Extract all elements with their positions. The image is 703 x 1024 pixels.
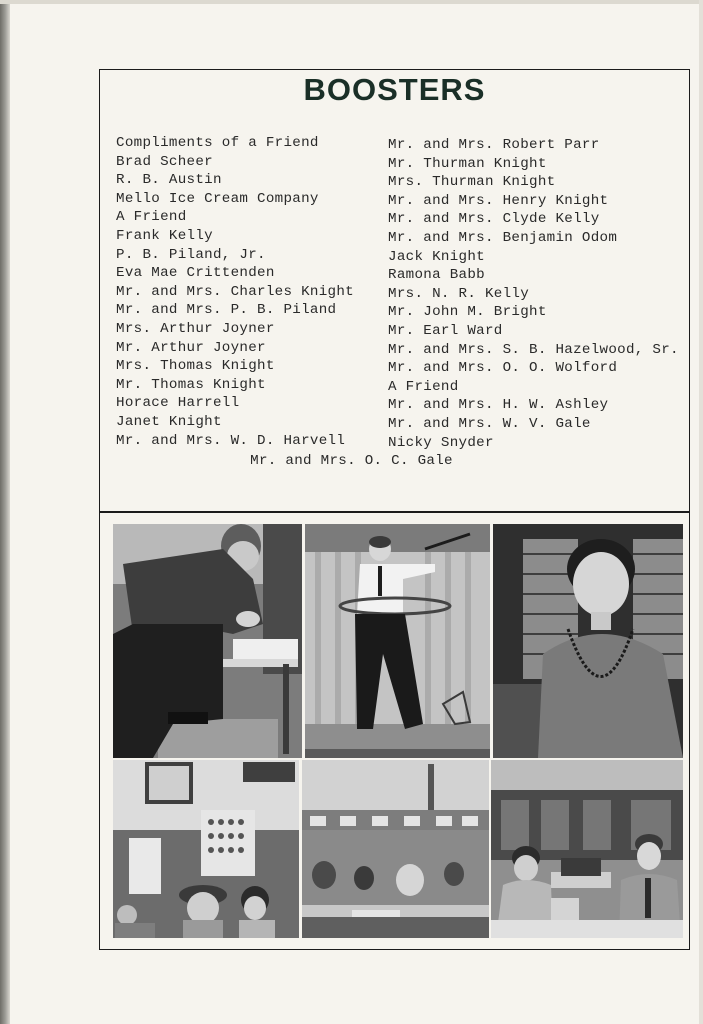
booster-name: Mrs. Thurman Knight [388, 174, 556, 191]
booster-name: A Friend [388, 378, 459, 395]
booster-name: Mr. and Mrs. Charles Knight [116, 283, 354, 300]
photo-boy-with-hoop [305, 524, 490, 758]
booster-name: Mr. and Mrs. H. W. Ashley [388, 397, 609, 414]
booster-name: Compliments of a Friend [116, 135, 319, 151]
booster-name: A Friend [116, 209, 187, 226]
booster-name: Mr. and Mrs. W. V. Gale [388, 415, 591, 432]
booster-name: Mr. and Mrs. W. D. Harvell [116, 432, 346, 449]
booster-name: Mr. and Mrs. O. O. Wolford [388, 360, 618, 377]
booster-name: Mrs. Arthur Joyner [116, 320, 275, 337]
boosters-left-column [116, 134, 354, 450]
section-divider [99, 511, 690, 513]
booster-name: Janet Knight [116, 413, 222, 430]
booster-name: Mr. and Mrs. Clyde Kelly [388, 211, 600, 228]
photo-library-tables [302, 760, 489, 938]
booster-name: Mr. and Mrs. S. B. Hazelwood, Sr. [388, 341, 679, 358]
photo-woman-with-pearls [493, 524, 683, 758]
booster-name: Mr. John M. Bright [388, 304, 547, 321]
booster-name: Brad Scheer [116, 153, 213, 170]
booster-name: Horace Harrell [116, 395, 240, 412]
photo-classroom-students [113, 760, 299, 938]
photo-man-at-desk [113, 524, 302, 758]
booster-name: P. B. Piland, Jr. [116, 246, 266, 263]
booster-name: Jack Knight [388, 248, 485, 265]
booster-name: Eva Mae Crittenden [116, 265, 275, 282]
page-top-edge [0, 0, 703, 4]
booster-name: Mr. Thomas Knight [116, 376, 266, 393]
booster-name: Mr. and Mrs. P. B. Piland [116, 302, 337, 319]
booster-name: Mello Ice Cream Company [116, 190, 319, 207]
booster-name: Mr. and Mrs. Henry Knight [388, 192, 609, 209]
booster-name: Mr. and Mrs. O. C. Gale [250, 453, 453, 469]
page-title: BOOSTERS [303, 72, 486, 107]
booster-name: Nicky Snyder [388, 434, 494, 451]
page-right-edge [699, 0, 703, 1024]
booster-name: Mrs. N. R. Kelly [388, 285, 530, 302]
boosters-right-column [388, 136, 679, 452]
booster-name: Mrs. Thomas Knight [116, 358, 275, 375]
booster-name: Ramona Babb [388, 267, 485, 284]
booster-name: Mr. Earl Ward [388, 322, 503, 339]
book-binding [0, 0, 10, 1024]
booster-name: Mr. Thurman Knight [388, 155, 547, 172]
booster-name: Frank Kelly [116, 227, 213, 244]
booster-name: Mr. and Mrs. Robert Parr [388, 137, 600, 153]
photo-office-staff [491, 760, 683, 938]
booster-centered-line [0, 453, 703, 469]
booster-name: Mr. Arthur Joyner [116, 339, 266, 356]
booster-name: R. B. Austin [116, 172, 222, 189]
booster-name: Mr. and Mrs. Benjamin Odom [388, 229, 618, 246]
